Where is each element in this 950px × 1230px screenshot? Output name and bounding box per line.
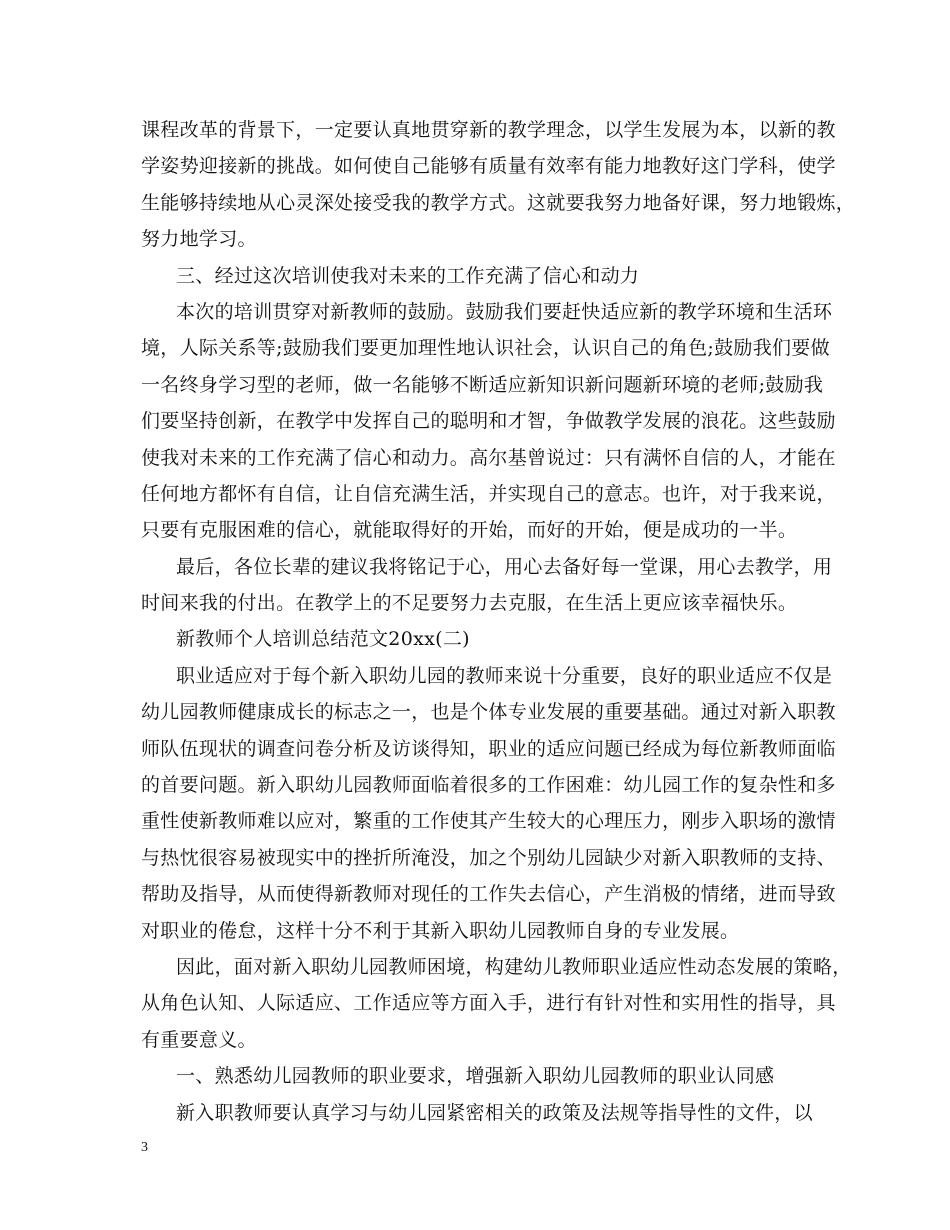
text-line: 境，人际关系等;鼓励我们要更加理性地认识社会，认识自己的角色;鼓励我们要做 <box>141 337 830 360</box>
text-line: 新入职教师要认真学习与幼儿园紧密相关的政策及法规等指导性的文件，以 <box>176 1101 813 1124</box>
text-line: 任何地方都怀有自信，让自信充满生活，并实现自己的意志。也许，对于我来说， <box>141 482 836 505</box>
text-line: 帮助及指导，从而使得新教师对现任的工作失去信心，产生消极的情绪，进而导致 <box>141 883 836 906</box>
text-line: 努力地学习。 <box>141 228 257 251</box>
text-line: 的首要问题。新入职幼儿园教师面临着很多的工作困难：幼儿园工作的复杂性和多 <box>141 774 836 797</box>
text-line: 们要坚持创新，在教学中发挥自己的聪明和才智，争做教学发展的浪花。这些鼓励 <box>141 410 836 433</box>
text-line: 生能够持续地从心灵深处接受我的教学方式。这就要我努力地备好课，努力地锻炼， <box>141 191 856 214</box>
page-number: 3 <box>141 1140 148 1155</box>
text-line: 师队伍现状的调查问卷分析及访谈得知，职业的适应问题已经成为每位新教师面临 <box>141 737 836 760</box>
text-line: 一名终身学习型的老师，做一名能够不断适应新知识新问题新环境的老师;鼓励我 <box>141 373 824 396</box>
text-line: 课程改革的背景下，一定要认真地贯穿新的教学理念，以学生发展为本，以新的教 <box>141 119 836 141</box>
text-line: 只要有克服困难的信心，就能取得好的开始，而好的开始，便是成功的一半。 <box>141 519 798 542</box>
text-line: 与热忱很容易被现实中的挫折所淹没，加之个别幼儿园缺少对新入职教师的支持、 <box>141 846 836 869</box>
body-text <box>141 112 856 1131</box>
text-line: 本次的培训贯穿对新教师的鼓励。鼓励我们要赶快适应新的教学环境和生活环 <box>176 300 833 323</box>
text-line: 新教师个人培训总结范文20xx(二) <box>176 628 470 651</box>
text-line: 因此，面对新入职幼儿园教师困境，构建幼儿教师职业适应性动态发展的策略， <box>176 955 852 978</box>
text-line: 幼儿园教师健康成长的标志之一，也是个体专业发展的重要基础。通过对新入职教 <box>141 701 836 724</box>
text-line: 使我对未来的工作充满了信心和动力。高尔基曾说过：只有满怀自信的人，才能在 <box>141 446 836 469</box>
text-line: 有重要意义。 <box>141 1028 257 1051</box>
text-line: 从角色认知、人际适应、工作适应等方面入手，进行有针对性和实用性的指导，具 <box>141 992 836 1015</box>
text-line: 对职业的倦怠，这样十分不利于其新入职幼儿园教师自身的专业发展。 <box>141 919 740 942</box>
text-line: 最后，各位长辈的建议我将铭记于心，用心去备好每一堂课，用心去教学，用 <box>176 555 833 578</box>
text-line: 重性使新教师难以应对，繁重的工作使其产生较大的心理压力，刚步入职场的激情 <box>141 810 836 833</box>
text-line: 三、经过这次培训使我对未来的工作充满了信心和动力 <box>176 264 640 287</box>
text-line: 一、熟悉幼儿园教师的职业要求，增强新入职幼儿园教师的职业认同感 <box>176 1065 775 1088</box>
text-line: 职业适应对于每个新入职幼儿园的教师来说十分重要，良好的职业适应不仅是 <box>176 664 833 687</box>
text-line: 时间来我的付出。在教学上的不足要努力去克服，在生活上更应该幸福快乐。 <box>141 592 798 615</box>
text-line: 学姿势迎接新的挑战。如何使自己能够有质量有效率有能力地教好这门学科，使学 <box>141 155 836 178</box>
